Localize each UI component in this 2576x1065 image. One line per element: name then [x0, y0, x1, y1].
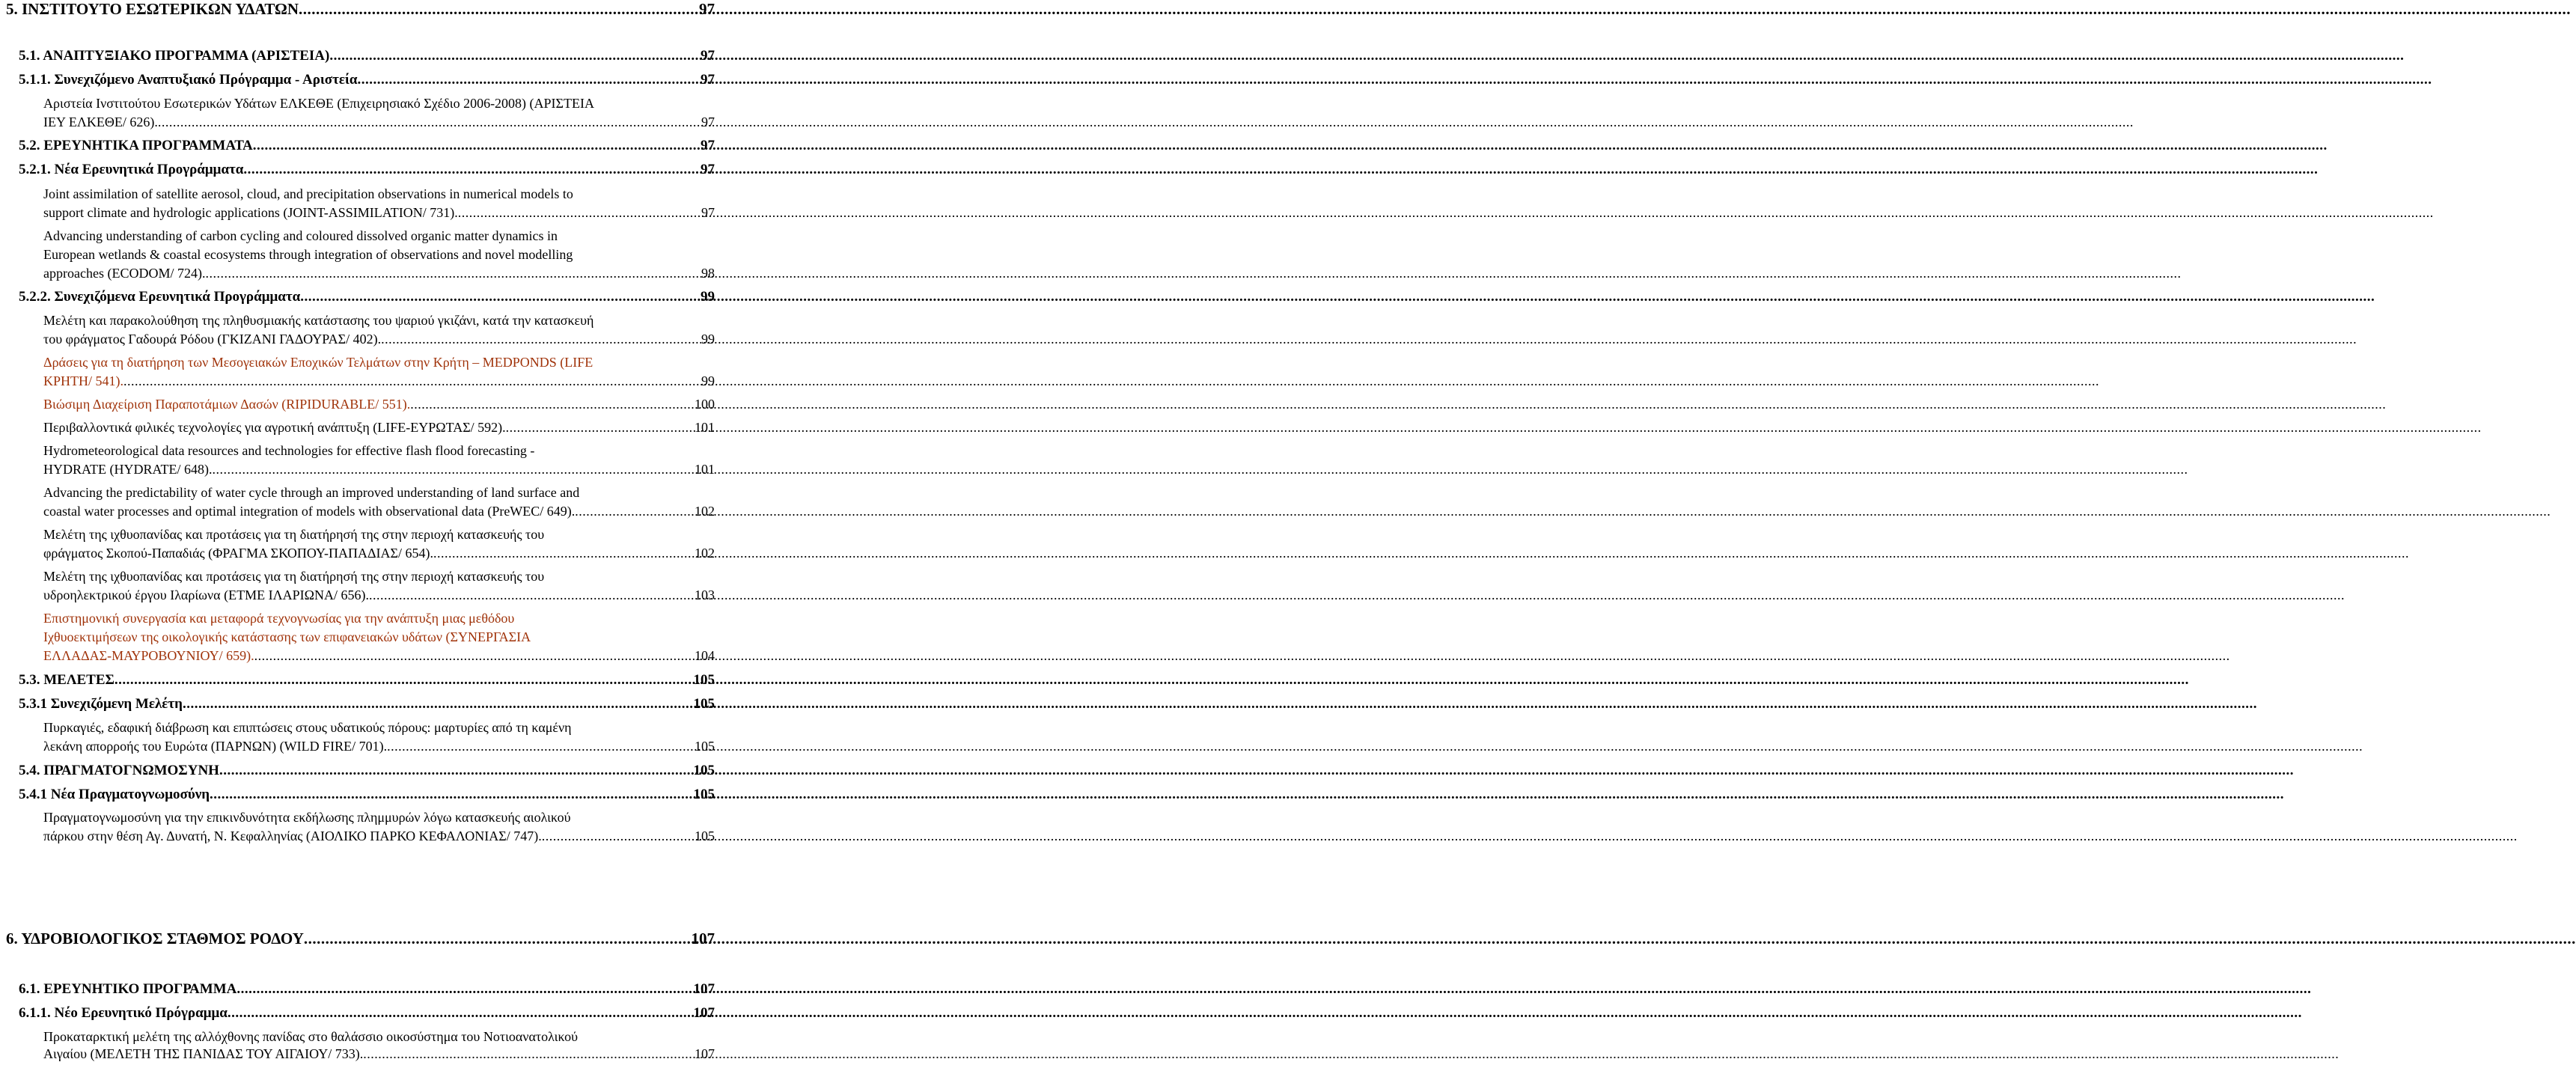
toc-entry-aioliko-line2: πάρκου στην θέση Αγ. Δυνατή, Ν. Κεφαλληνίας (ΑΙΟΛΙΚΟ ΠΑΡΚΟ ΚΕΦΑΛΟΝΙΑΣ/ 747).: [43, 828, 542, 843]
toc-leader: [115, 672, 694, 689]
toc-entry-hydrate-line1: Hydrometeorological data resources and technologies for effective flash flood forecasting -: [43, 443, 535, 458]
toc-entry-synergasia-line3: ΕΛΛΑΔΑΣ-ΜΑΥΡΟΒΟΥΝΙΟΥ/ 659).: [43, 648, 254, 663]
toc-page-number: 97: [699, 0, 715, 18]
toc-entry-wildfire-line1: Πυρκαγιές, εδαφική διάβρωση και επιπτώσεις στους υδατικούς πόρους: μαρτυρίες από τη καμένη: [43, 720, 572, 735]
toc-page-number: 105: [695, 739, 715, 754]
toc-heading-5-2-2-text: 5.2.2. Συνεχιζόμενα Ερευνητικά Προγράμματα: [19, 289, 301, 305]
toc-leader: [369, 588, 695, 603]
toc-entry-joint-line2: support climate and hydrologic applications (JOINT-ASSIMILATION/ 731).: [43, 205, 458, 220]
toc-entry-gkizani-line2: του φράγματος Γαδουρά Ρόδου (ΓΚΙΖΑΝΙ ΓΑΔΟΥΡΑΣ/ 402).: [43, 332, 382, 347]
toc-page-number: 99: [701, 332, 715, 347]
toc-heading-5-4-1-text: 5.4.1 Νέα Πραγματογνωμοσύνη: [19, 787, 210, 802]
toc-heading-5-3[interactable]: [19, 672, 715, 689]
toc-entry-panida-line2: Αιγαίου (ΜΕΛΕΤΗ ΤΗΣ ΠΑΝΙΔΑΣ ΤΟΥ ΑΙΓΑΙΟΥ/ 733).: [43, 1046, 364, 1061]
toc-page-number: 105: [693, 787, 715, 802]
toc-heading-5-4-text: 5.4. ΠΡΑΓΜΑΤΟΓΝΩΜΟΣΥΝΗ: [19, 763, 219, 778]
toc-page-number: 99: [701, 289, 715, 305]
toc-heading-5-4[interactable]: [19, 763, 715, 779]
toc-entry-wildfire[interactable]: [43, 739, 715, 754]
toc-leader: [219, 763, 694, 779]
toc-leader: [228, 1005, 694, 1022]
toc-page-number: 97: [701, 162, 715, 177]
toc-heading-6-1-1-text: 6.1.1. Νέο Ερευνητικό Πρόγραμμα: [19, 1005, 228, 1021]
toc-entry-ecodom-line3: approaches (ECODOM/ 724).: [43, 266, 206, 281]
toc-page-number: 102: [695, 546, 715, 561]
toc-page-number: 107: [691, 930, 715, 947]
toc-entry-wildfire-line2: λεκάνη απορροής του Ευρώτα (ΠΑΡΝΩΝ) (WILD FIRE/ 701).: [43, 739, 388, 754]
toc-entry-life-evrotas-text: Περιβαλλοντικά φιλικές τεχνολογίες για αγροτική ανάπτυξη (LIFE-ΕΥΡΩΤΑΣ/ 592).: [43, 420, 506, 435]
toc-page-number: 97: [701, 72, 715, 88]
toc-entry-medponds-line1: Δράσεις για τη διατήρηση των Μεσογειακών Εποχικών Τελμάτων στην Κρήτη – MEDPONDS (LIFE: [43, 355, 593, 370]
toc-heading-5-2-1-text: 5.2.1. Νέα Ερευνητικά Προγράμματα: [19, 162, 244, 177]
toc-entry-joint[interactable]: [43, 205, 715, 221]
toc-leader: [542, 828, 695, 844]
toc-heading-5-4-1[interactable]: [19, 787, 715, 803]
toc-entry-prewec-line1: Advancing the predictability of water cycle through an improved understanding of land surface and: [43, 485, 580, 500]
toc-entry-prewec-line2: coastal water processes and optimal integration of models with observational data (PreWEC/ 649).: [43, 504, 576, 519]
toc-leader: [205, 266, 701, 281]
toc-leader: [433, 546, 695, 561]
toc-page-number: 97: [701, 205, 715, 220]
toc-heading-5-1-1-text: 5.1.1. Συνεχιζόμενο Αναπτυξιακό Πρόγραμμα - Αριστεία: [19, 72, 358, 88]
toc-heading-6-1-text: 6.1. ΕΡΕΥΝΗΤΙΚΟ ΠΡΟΓΡΑΜΜΑ: [19, 981, 237, 997]
toc-page-number: 104: [695, 648, 715, 663]
toc-entry-aioliko[interactable]: [43, 828, 715, 844]
toc-page-number: 97: [701, 48, 715, 64]
toc-leader: [358, 72, 701, 88]
toc-leader: [158, 115, 701, 130]
toc-leader: [299, 0, 699, 19]
toc-page-number: 105: [693, 763, 715, 778]
toc-leader: [212, 462, 695, 477]
toc-heading-5-1-1[interactable]: [19, 72, 715, 88]
toc-entry-ecodom[interactable]: [43, 266, 715, 281]
toc-entry-hydrate-line2: HYDRATE (HYDRATE/ 648).: [43, 462, 213, 477]
toc-entry-panida-line1: Προκαταρκτική μελέτη της αλλόχθονης πανίδας στο θαλάσσιο οικοσύστημα του Νοτιοανατολικού: [43, 1029, 579, 1044]
toc-leader: [458, 205, 701, 221]
toc-heading-5-2-1[interactable]: [19, 162, 715, 178]
toc-page-number: 98: [701, 266, 715, 281]
toc-entry-gkizani[interactable]: [43, 332, 715, 347]
toc-entry-aristeia-line1: Αριστεία Ινστιτούτου Εσωτερικών Υδάτων ΕΛΚΕΘΕ (Επιχειρησιακό Σχέδιο 2006-2008) (ΑΡΙΣΤΕΙΑ: [43, 96, 595, 111]
toc-entry-medponds[interactable]: [43, 373, 715, 389]
toc-heading-5-1-text: 5.1. ΑΝΑΠΤΥΞΙΑΚΟ ΠΡΟΓΡΑΜΜΑ (ΑΡΙΣΤΕΙΑ): [19, 48, 330, 64]
toc-heading-6-text: 6. ΥΔΡΟΒΙΟΛΟΓΙΚΟΣ ΣΤΑΘΜΟΣ ΡΟΔΟΥ: [6, 930, 304, 947]
toc-entry-medponds-line2: ΚΡΗΤΗ/ 541).: [43, 373, 123, 388]
toc-entry-ilarion-line1: Μελέτη της ιχθυοπανίδας και προτάσεις για τη διατήρησή της στην περιοχή κατασκευής του: [43, 569, 545, 584]
toc-entry-aristeia-line2: ΙΕΥ ΕΛΚΕΘΕ/ 626).: [43, 115, 158, 129]
toc-page-number: 105: [693, 696, 715, 712]
toc-entry-life-evrotas[interactable]: [43, 420, 715, 436]
toc-heading-5-3-1[interactable]: [19, 696, 715, 712]
toc-leader: [243, 162, 701, 178]
toc-page-number: 107: [693, 981, 715, 997]
toc-entry-joint-line1: Joint assimilation of satellite aerosol, cloud, and precipitation observations in numerical models to: [43, 186, 573, 201]
toc-page-number: 101: [695, 420, 715, 435]
toc-leader: [183, 696, 694, 712]
toc-heading-5-text: 5. ΙΝΣΤΙΤΟΥΤΟ ΕΣΩΤΕΡΙΚΩΝ ΥΔΑΤΩΝ: [6, 0, 299, 18]
toc-heading-5[interactable]: [6, 0, 715, 19]
toc-heading-6[interactable]: [6, 930, 715, 948]
toc-heading-5-3-1-text: 5.3.1 Συνεχιζόμενη Μελέτη: [19, 696, 183, 712]
toc-entry-aristeia[interactable]: [43, 115, 715, 130]
toc-leader: [210, 787, 693, 803]
toc-leader: [575, 504, 695, 519]
toc-leader: [410, 397, 695, 412]
toc-heading-5-2-text: 5.2. ΕΡΕΥΝΗΤΙΚΑ ΠΡΟΓΡΑΜΜΑΤΑ: [19, 138, 253, 153]
toc-entry-prewec[interactable]: [43, 504, 715, 519]
toc-leader: [304, 930, 692, 948]
toc-page-number: 102: [695, 504, 715, 519]
toc-entry-hydrate[interactable]: [43, 462, 715, 477]
toc-leader: [363, 1046, 695, 1062]
toc-entry-synergasia-line1: Επιστημονική συνεργασία και μεταφορά τεχνογνωσίας για την ανάπτυξη μιας μεθόδου: [43, 611, 515, 626]
toc-entry-panida[interactable]: [43, 1046, 715, 1062]
toc-page-number: 97: [701, 115, 715, 129]
toc-page-number: 107: [693, 1005, 715, 1021]
toc-heading-5-1[interactable]: [19, 48, 715, 64]
toc-page-number: 101: [695, 462, 715, 477]
toc-entry-synergasia-line2: Ιχθυοεκτιμήσεων της οικολογικής κατάστασης των επιφανειακών υδάτων (ΣΥΝΕΡΓΑΣΙΑ: [43, 629, 531, 644]
toc-entry-skopos-line2: φράγματος Σκοπού-Παπαδιάς (ΦΡΑΓΜΑ ΣΚΟΠΟΥ-ΠΑΠΑΔΙΑΣ/ 654).: [43, 546, 434, 561]
toc-leader: [387, 739, 695, 754]
toc-leader: [254, 648, 695, 664]
toc-entry-aioliko-line1: Πραγματογνωμοσύνη για την επικινδυνότητα εκδήλωσης πλημμυρών λόγω κατασκευής αιολικού: [43, 810, 571, 825]
toc-heading-5-2-2[interactable]: [19, 289, 715, 305]
toc-leader: [253, 138, 701, 154]
toc-heading-5-3-text: 5.3. ΜΕΛΕΤΕΣ: [19, 672, 115, 688]
toc-entry-synergasia[interactable]: [43, 648, 715, 664]
toc-entry-ecodom-line1: Advancing understanding of carbon cycling and coloured dissolved organic matter dynamics in: [43, 228, 558, 243]
toc-page-number: 100: [695, 397, 715, 412]
toc-entry-skopos-line1: Μελέτη της ιχθυοπανίδας και προτάσεις για τη διατήρησή της στην περιοχή κατασκευής του: [43, 527, 545, 542]
toc-page-number: 103: [695, 588, 715, 602]
toc-entry-ripidurable-text: Βιώσιμη Διαχείριση Παραποτάμιων Δασών (RIPIDURABLE/ 551).: [43, 397, 411, 412]
toc-page-number: 105: [693, 672, 715, 688]
toc-heading-6-1[interactable]: [19, 981, 715, 998]
toc-page-number: 107: [695, 1046, 715, 1061]
toc-heading-5-2[interactable]: [19, 138, 715, 154]
toc-entry-ilarion[interactable]: [43, 588, 715, 603]
toc-leader: [300, 289, 701, 305]
toc-leader: [236, 981, 693, 998]
toc-page-number: 99: [701, 373, 715, 388]
toc-leader: [123, 373, 701, 389]
toc-entry-gkizani-line1: Μελέτη και παρακολούθηση της πληθυσμιακής κατάστασης του ψαριού γκιζάνι, κατά την κατασκευή: [43, 313, 594, 328]
toc-leader: [329, 48, 701, 64]
toc-heading-6-1-1[interactable]: [19, 1005, 715, 1022]
toc-page-number: 97: [701, 138, 715, 153]
toc-entry-ripidurable[interactable]: [43, 397, 715, 412]
toc-page-number: 105: [695, 828, 715, 843]
toc-entry-skopos[interactable]: [43, 546, 715, 561]
toc-leader: [506, 420, 695, 436]
toc-entry-ilarion-line2: υδροηλεκτρικού έργου Ιλαρίωνα (ΕΤΜΕ ΙΛΑΡΙΩΝΑ/ 656).: [43, 588, 369, 602]
toc-entry-ecodom-line2: European wetlands & coastal ecosystems through integration of observations and novel modelling: [43, 247, 573, 262]
toc-leader: [381, 332, 701, 347]
